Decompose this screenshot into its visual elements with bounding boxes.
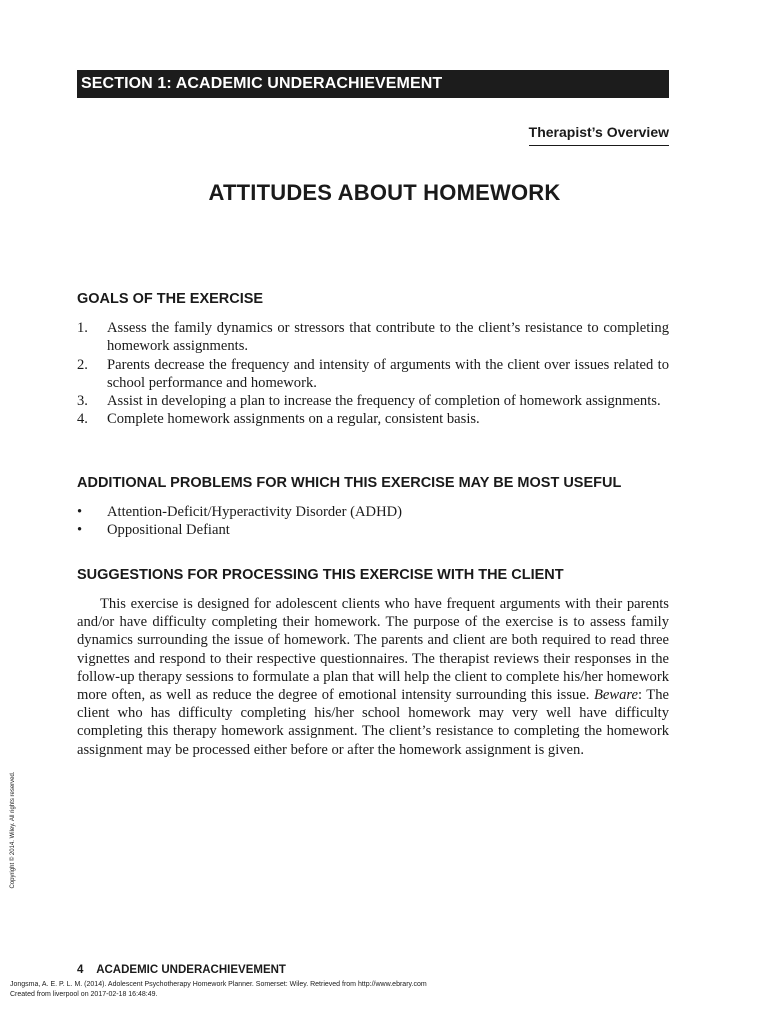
list-item — [77, 319, 669, 356]
section-header-bar — [77, 70, 669, 98]
paragraph-text-after: : The client who has difficulty completing his/her school homework may very well have difficulty completing this therapy homework assignment. The client’s resistance to completing the homework assignment may be processed either before or after the homework assignment is given. — [77, 687, 669, 758]
goals-heading: GOALS OF THE EXERCISE — [77, 291, 264, 307]
paragraph-emphasis: Beware — [593, 687, 638, 704]
list-item-text: Complete homework assignments on a regular, consistent basis. — [107, 411, 480, 428]
list-item-text: Attention-Deficit/Hyperactivity Disorder (ADHD) — [107, 504, 403, 520]
additional-problems-heading: ADDITIONAL PROBLEMS FOR WHICH THIS EXERCISE MAY BE MOST USEFUL — [77, 475, 622, 491]
list-item-text: Assist in developing a plan to increase the frequency of completion of homework assignments. — [107, 393, 661, 410]
running-title: ACADEMIC UNDERACHIEVEMENT — [96, 964, 286, 976]
list-number: 3. — [77, 393, 88, 410]
bullet-icon: • — [77, 522, 83, 539]
list-number: 1. — [77, 320, 88, 336]
bullet-icon: • — [77, 504, 83, 520]
list-item — [77, 410, 669, 428]
page-title: ATTITUDES ABOUT HOMEWORK — [208, 180, 561, 205]
list-item — [77, 392, 669, 410]
paragraph-text-before: This exercise is designed for adolescent clients who have frequent arguments with their parents and/or have difficulty completing their homework. The purpose of the exercise is to assess family dynamics surrounding the issue of homework. The parents and client are both required to read three vignettes and respond to their respective questionnaires. The therapist reviews their responses in the follow-up therapy sessions to formulate a plan that will help the client to complete his/her homework more often, as well as reduce the degree of emotional intensity surrounding this issue. — [77, 596, 669, 704]
list-item-text: Oppositional Defiant — [107, 522, 230, 539]
suggestions-heading: SUGGESTIONS FOR PROCESSING THIS EXERCISE WITH THE CLIENT — [77, 567, 564, 583]
list-item — [77, 503, 669, 521]
list-number: 2. — [77, 356, 88, 373]
citation-line: Jongsma, A. E. P. L. M. (2014). Adolescent Psychotherapy Homework Planner. Somerset: Wiley. Retrieved from http://www.ebrary.com — [10, 981, 427, 988]
citation-block — [10, 980, 427, 999]
additional-problems-list — [77, 503, 669, 540]
page-number: 4 — [77, 964, 84, 976]
therapist-overview-label: Therapist’s Overview — [529, 124, 669, 146]
goals-list — [77, 319, 669, 429]
section-header-text: SECTION 1: ACADEMIC UNDERACHIEVEMENT — [81, 75, 443, 92]
side-copyright-notice: Copyright © 2014. Wiley. All rights reserved. — [10, 771, 16, 889]
list-item-text: Assess the family dynamics or stressors that contribute to the client’s resistance to completing homework assignments. — [107, 320, 669, 355]
list-item — [77, 356, 669, 393]
list-number: 4. — [77, 411, 88, 428]
suggestions-paragraph — [77, 595, 669, 759]
list-item-text: Parents decrease the frequency and intensity of arguments with the client over issues related to school performance and homework. — [107, 356, 669, 391]
list-item — [77, 521, 669, 539]
citation-line: Created from liverpool on 2017-02-18 16:48:49. — [10, 990, 158, 998]
page-footer — [77, 964, 286, 976]
